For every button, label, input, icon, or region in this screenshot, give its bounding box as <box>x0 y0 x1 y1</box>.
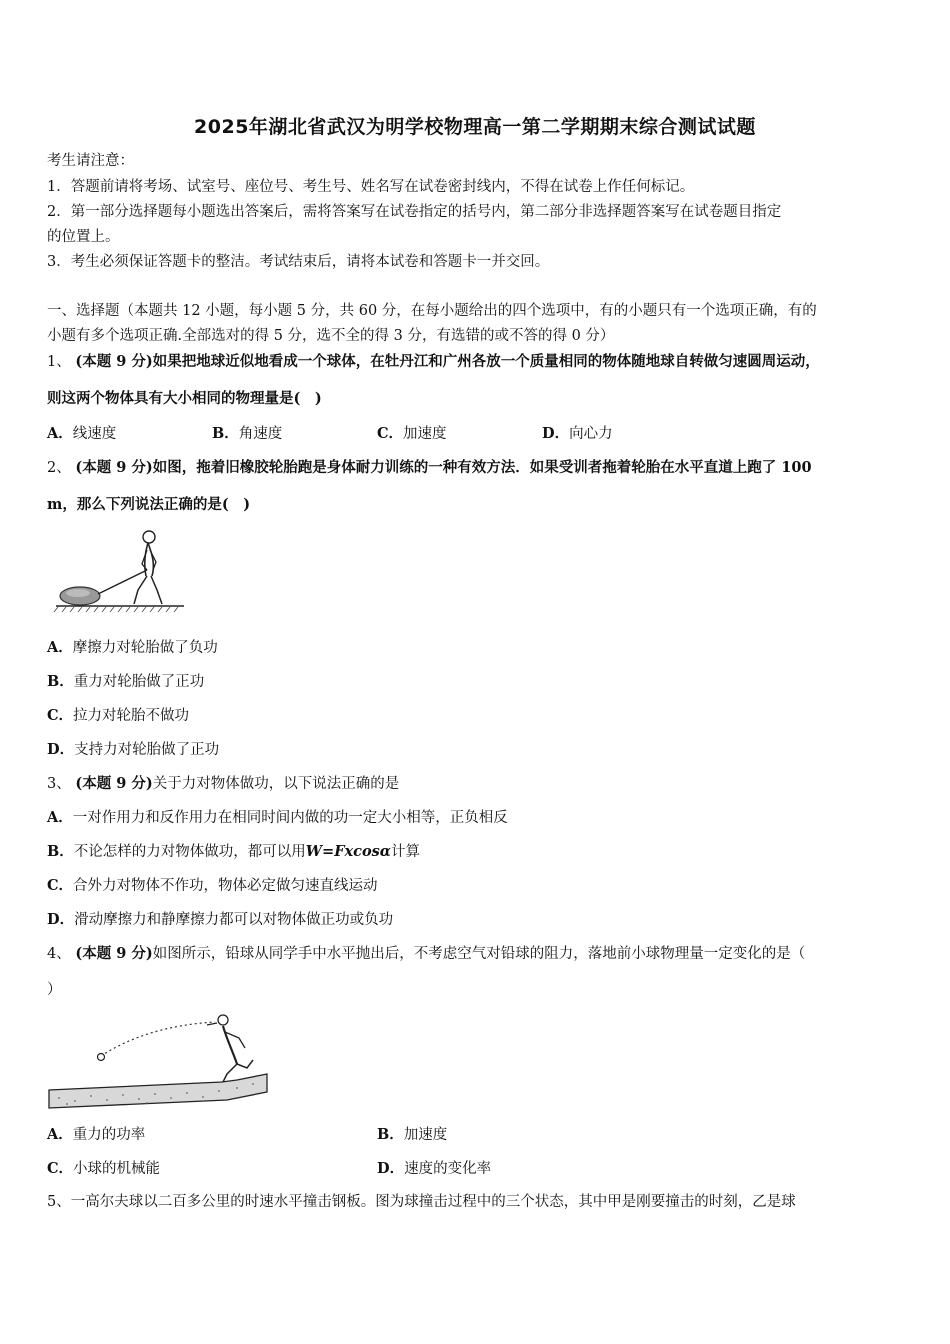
q5-number: 5、 <box>47 1194 71 1210</box>
option-label: C． <box>47 877 74 894</box>
q2-option-a[interactable] <box>47 639 218 657</box>
option-label: C． <box>47 1160 74 1177</box>
q2-option-b[interactable] <box>47 673 204 691</box>
notice-item-3: 3．考生必须保证答题卡的整洁。考试结束后，请将本试卷和答题卡一并交回。 <box>47 254 550 270</box>
option-label: D． <box>542 425 570 442</box>
option-text: 一对作用力和反作用力在相同时间内做的功一定大小相等，正负相反 <box>72 810 508 826</box>
q1-option-d[interactable] <box>542 425 613 443</box>
section-instructions-line2: 小题有多个选项正确.全部选对的得 5 分，选不全的得 3 分，有选错的或不答的得 0 分） <box>47 328 615 344</box>
option-label: B． <box>212 425 239 442</box>
option-label: D． <box>377 1160 405 1177</box>
option-text: 重力对轮胎做了正功 <box>73 674 205 690</box>
option-text: 支持力对轮胎做了正功 <box>74 742 220 758</box>
q2-number: 2、 <box>47 460 71 476</box>
option-label: A． <box>47 809 73 826</box>
section-instructions-line1: 一、选择题（本题共 12 小题，每小题 5 分，共 60 分，在每小题给出的四个选项中，有的小题只有一个选项正确，有的 <box>47 303 817 319</box>
notice-heading: 考生请注意： <box>47 153 134 169</box>
option-label: B． <box>377 1126 404 1143</box>
q1-stem <box>47 353 820 371</box>
q2-option-c[interactable] <box>47 707 189 725</box>
option-label: B． <box>47 843 74 860</box>
q4-number: 4、 <box>47 946 71 962</box>
q3-score: (本题 9 分) <box>75 775 153 792</box>
notice-item-2: 2．第一部分选择题每小题选出答案后，需将答案写在试卷指定的括号内，第二部分非选择题答案写在试卷题目指定 <box>47 204 782 220</box>
q2-text: 如图，拖着旧橡胶轮胎跑是身体耐力训练的一种有效方法．如果受训者拖着轮胎在水平直道上跑了 100 <box>152 459 812 476</box>
q1-option-b[interactable] <box>212 425 282 443</box>
option-text: 加速度 <box>403 1127 448 1143</box>
shot-put-figure <box>47 1012 271 1110</box>
q3-number: 3、 <box>47 776 71 792</box>
q1-text: 如果把地球近似地看成一个球体，在牡丹江和广州各放一个质量相同的物体随地球自转做匀速圆周运动， <box>152 353 820 370</box>
q3-option-b[interactable] <box>47 843 420 861</box>
option-text: 加速度 <box>403 426 447 442</box>
tire-drag-figure <box>52 528 188 614</box>
work-formula: W=Fxcosα <box>305 843 391 860</box>
option-text: 合外力对物体不作功，物体必定做匀速直线运动 <box>73 878 378 894</box>
page-title: 2025年湖北省武汉为明学校物理高一第二学期期末综合测试试题 <box>194 116 756 138</box>
q3-stem <box>47 775 399 793</box>
q1-number: 1、 <box>47 354 71 370</box>
q3-option-c[interactable] <box>47 877 378 895</box>
option-text: 小球的机械能 <box>73 1161 161 1177</box>
option-text: 角速度 <box>238 426 283 442</box>
q4-stem-cont: ） <box>47 982 62 998</box>
notice-item-2-cont: 的位置上。 <box>47 229 120 245</box>
option-text-suffix: 计算 <box>390 844 420 860</box>
q1-score: (本题 9 分) <box>75 353 153 370</box>
option-label: C． <box>47 707 74 724</box>
notice-item-1: 1．答题前请将考场、试室号、座位号、考生号、姓名写在试卷密封线内，不得在试卷上作任何标记。 <box>47 179 695 195</box>
option-label: B． <box>47 673 74 690</box>
q4-option-d[interactable] <box>377 1160 491 1178</box>
option-label: A． <box>47 425 73 442</box>
q2-score: (本题 9 分) <box>75 459 153 476</box>
q4-option-b[interactable] <box>377 1126 447 1144</box>
q4-score: (本题 9 分) <box>75 945 153 962</box>
option-text: 线速度 <box>72 426 117 442</box>
q3-option-a[interactable] <box>47 809 508 827</box>
q4-text: 如图所示，铅球从同学手中水平抛出后，不考虑空气对铅球的阻力，落地前小球物理量一定变化的是（ <box>152 946 806 962</box>
option-label: C． <box>377 425 404 442</box>
option-label: A． <box>47 1126 73 1143</box>
option-text: 向心力 <box>569 426 613 442</box>
q5-text: 一高尔夫球以二百多公里的时速水平撞击钢板。图为球撞击过程中的三个状态，其中甲是刚要撞击的时刻，乙是球 <box>70 1194 796 1210</box>
option-text: 摩擦力对轮胎做了负功 <box>72 640 218 656</box>
option-text: 速度的变化率 <box>404 1161 492 1177</box>
q2-option-d[interactable] <box>47 741 219 759</box>
q2-stem <box>47 459 812 477</box>
q1-stem-cont: 则这两个物体具有大小相同的物理量是( ) <box>47 390 322 407</box>
q4-option-c[interactable] <box>47 1160 160 1178</box>
option-text: 重力的功率 <box>72 1127 146 1143</box>
q2-stem-cont: m，那么下列说法正确的是( ) <box>47 496 251 513</box>
option-label: D． <box>47 911 75 928</box>
option-label: A． <box>47 639 73 656</box>
option-label: D． <box>47 741 75 758</box>
q4-stem <box>47 945 805 963</box>
option-text: 不论怎样的力对物体做功，都可以用 <box>73 844 306 860</box>
option-text: 拉力对轮胎不做功 <box>73 708 190 724</box>
q1-option-c[interactable] <box>377 425 447 443</box>
q3-option-d[interactable] <box>47 911 393 929</box>
q3-text: 关于力对物体做功，以下说法正确的是 <box>152 776 400 792</box>
q4-option-a[interactable] <box>47 1126 145 1144</box>
q1-option-a[interactable] <box>47 425 116 443</box>
option-text: 滑动摩擦力和静摩擦力都可以对物体做正功或负功 <box>74 912 394 928</box>
q5-stem <box>47 1194 796 1211</box>
